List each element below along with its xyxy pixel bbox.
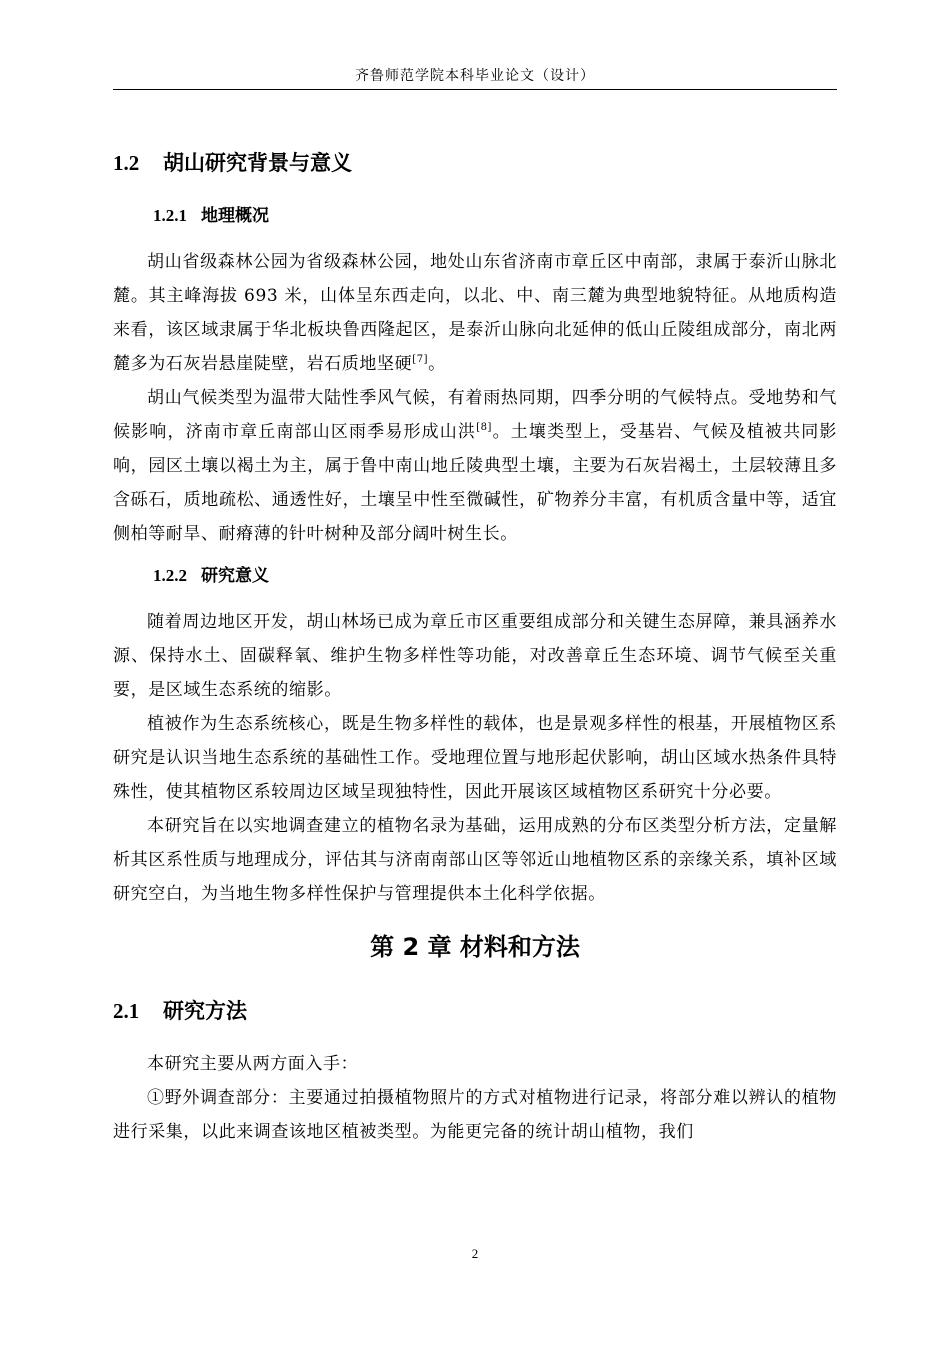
paragraph-geography-2 — [113, 381, 837, 551]
header-rule — [113, 89, 837, 90]
section-number: 1.2 — [113, 151, 140, 175]
citation-ref: [7] — [412, 354, 429, 365]
subsection-title: 地理概况 — [201, 206, 269, 226]
paragraph-geography-1 — [113, 245, 837, 381]
paragraph-methods-2: ①野外调查部分：主要通过拍摄植物照片的方式对植物进行记录，将部分难以辨认的植物进行采集，以此来调查该地区植被类型。为能更完备的统计胡山植物，我们 — [113, 1088, 837, 1142]
subsection-heading-1-2-1 — [153, 203, 837, 229]
paragraph-text: 胡山气候类型为温带大陆性季风气候，有着雨热同期，四季分明的气候特点。受地势和气候影响，济南市章丘南部山区雨季易形成山洪 — [113, 388, 837, 442]
paragraph-significance-2: 植被作为生态系统核心，既是生物多样性的载体，也是景观多样性的根基，开展植物区系研究是认识当地生态系统的基础性工作。受地理位置与地形起伏影响，胡山区域水热条件具特殊性，使其植物区系较周边区域呈现独特性，因此开展该区域植物区系研究十分必要。 — [113, 714, 837, 802]
citation-ref: [8] — [476, 422, 493, 433]
paragraph-significance-1: 随着周边地区开发，胡山林场已成为章丘市区重要组成部分和关键生态屏障，兼具涵养水源、保持水土、固碳释氧、维护生物多样性等功能，对改善章丘生态环境、调节气候至关重要，是区域生态系统的缩影。 — [113, 612, 837, 700]
section-heading-1-2 — [113, 145, 837, 181]
paragraph-significance-3: 本研究旨在以实地调查建立的植物名录为基础，运用成熟的分布区类型分析方法，定量解析其区系性质与地理成分，评估其与济南南部山区等邻近山地植物区系的亲缘关系，填补区域研究空白，为当地生物多样性保护与管理提供本土化科学依据。 — [113, 816, 837, 904]
paragraph-methods-1: 本研究主要从两方面入手： — [147, 1054, 359, 1074]
subsection-title: 研究意义 — [201, 566, 269, 586]
subsection-heading-1-2-2 — [153, 563, 837, 589]
section-number: 2.1 — [113, 999, 140, 1023]
subsection-number: 1.2.2 — [153, 566, 187, 585]
paragraph-text: 。土壤类型上，受基岩、气候及植被共同影响，园区土壤以褐土为主，属于鲁中南山地丘陵典型土壤，主要为石灰岩褐土，土层较薄且多含砾石，质地疏松、通透性好，土壤呈中性至微碱性，矿物养分丰富，有机质含量中等，适宜侧柏等耐旱、耐瘠薄的针叶树种及部分阔叶树生长。 — [113, 422, 837, 544]
page-body — [113, 145, 837, 1149]
section-title: 胡山研究背景与意义 — [163, 151, 352, 175]
paragraph-text: 胡山省级森林公园为省级森林公园，地处山东省济南市章丘区中南部，隶属于泰沂山脉北麓。其主峰海拔 693 米，山体呈东西走向，以北、中、南三麓为典型地貌特征。从地质构造来看，该区域隶属于华北板块鲁西隆起区，是泰沂山脉向北延伸的低山丘陵组成部分，南北两麓多为石灰岩悬崖陡壁，岩石质地坚硬 — [113, 252, 837, 374]
page-number: 2 — [471, 1246, 479, 1261]
chapter-heading-2: 第 2 章 材料和方法 — [370, 933, 580, 961]
paragraph-end: 。 — [428, 354, 446, 374]
page-header: 齐鲁师范学院本科毕业论文（设计） — [355, 68, 595, 84]
section-heading-2-1 — [113, 993, 837, 1029]
subsection-number: 1.2.1 — [153, 206, 187, 225]
section-title: 研究方法 — [163, 999, 247, 1023]
